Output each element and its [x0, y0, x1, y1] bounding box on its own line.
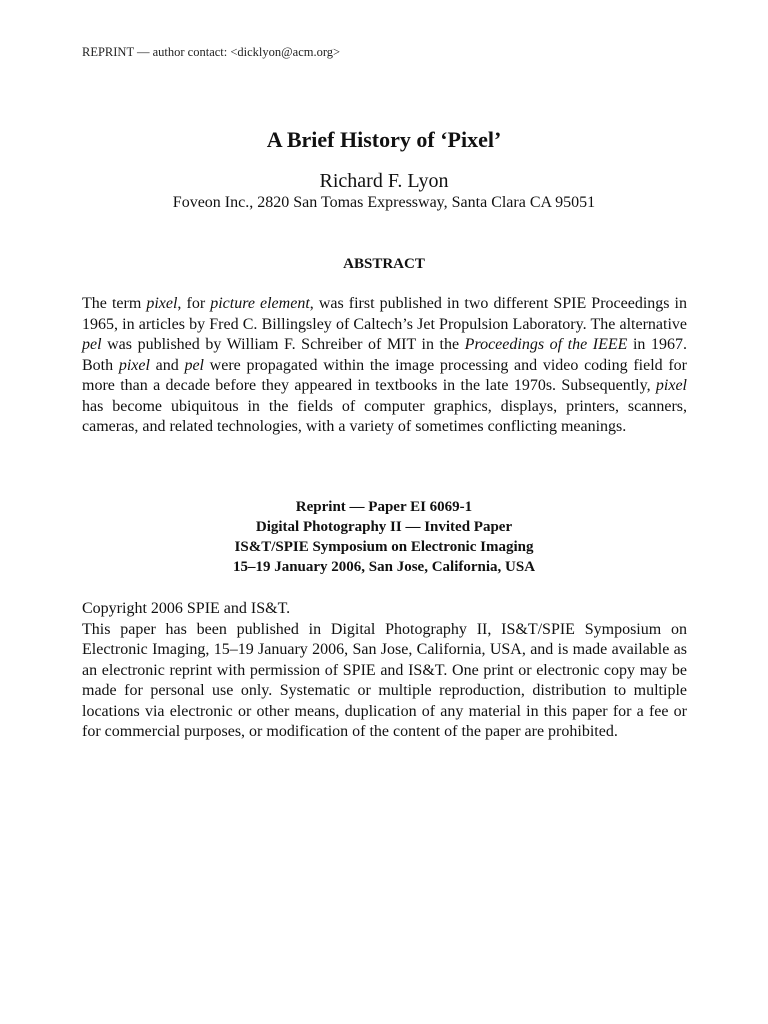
abstract-text-run: The term: [82, 295, 147, 312]
abstract-text-run: , for: [177, 295, 211, 312]
abstract-heading: ABSTRACT: [343, 256, 425, 272]
abstract-term-pixel: pixel: [118, 356, 150, 374]
abstract-term-pel: pel: [82, 336, 102, 353]
reprint-conference: Digital Photography II — Invited Paper: [255, 519, 513, 535]
author-name: Richard F. Lyon: [319, 170, 449, 192]
abstract-term-picture-element: picture element: [210, 295, 310, 312]
abstract-journal-name: Proceedings of the IEEE: [464, 336, 628, 353]
abstract-term-pixel: pixel: [146, 295, 178, 312]
reprint-paper-number: Reprint — Paper EI 6069-1: [295, 499, 473, 515]
reprint-symposium: IS&T/SPIE Symposium on Electronic Imaging: [234, 539, 534, 555]
abstract-term-pixel: pixel: [655, 377, 687, 394]
abstract-text-run: in 1967. Both: [82, 336, 687, 374]
abstract-term-pel: pel: [184, 356, 204, 374]
author-affiliation: Foveon Inc., 2820 San Tomas Expressway, Santa Clara CA 95051: [172, 194, 596, 211]
copyright-body: This paper has been published in Digital Photography II, IS&T/SPIE Symposium on Electronic Imaging, 15–19 January 2006, San Jose, California, USA, and is made available as an electronic reprint with permission of SPIE and IS&T. One print or electronic copy may be made for personal use only. Systematic or multiple reproduction, distribution to multiple locations via electronic or other means, duplication of any material in this paper for a fee or for commercial purposes, or modification of the content of the paper are prohibited.: [82, 620, 687, 740]
abstract-text-run: has become ubiquitous in the fields of computer graphics, displays, printers, scanners, cameras, and related technologies, with a variety of sometimes conflicting meanings.: [82, 397, 687, 435]
copyright-line: Copyright 2006 SPIE and IS&T.: [82, 600, 291, 617]
reprint-info: [0, 497, 768, 577]
abstract-text: [82, 294, 687, 438]
abstract-text-run: were propagated within the image processing and video coding field for more than a decade before they appeared in textbooks in the late 1970s. Subsequently,: [82, 356, 688, 394]
paper-title: A Brief History of ‘Pixel’: [266, 127, 502, 152]
abstract-text-run: was published by William F. Schreiber of MIT in the: [101, 336, 465, 353]
author-contact-note: REPRINT — author contact: <dicklyon@acm.org>: [82, 45, 341, 59]
abstract-text-run: and: [149, 356, 185, 374]
abstract-text-run: , was first published in two different SPIE Proceedings in 1965, in articles by Fred C. Billingsley of Caltech’s Jet Propulsion Laboratory. The alternative: [82, 295, 688, 333]
reprint-date-location: 15–19 January 2006, San Jose, California, USA: [232, 559, 536, 575]
copyright-notice: [82, 599, 687, 743]
